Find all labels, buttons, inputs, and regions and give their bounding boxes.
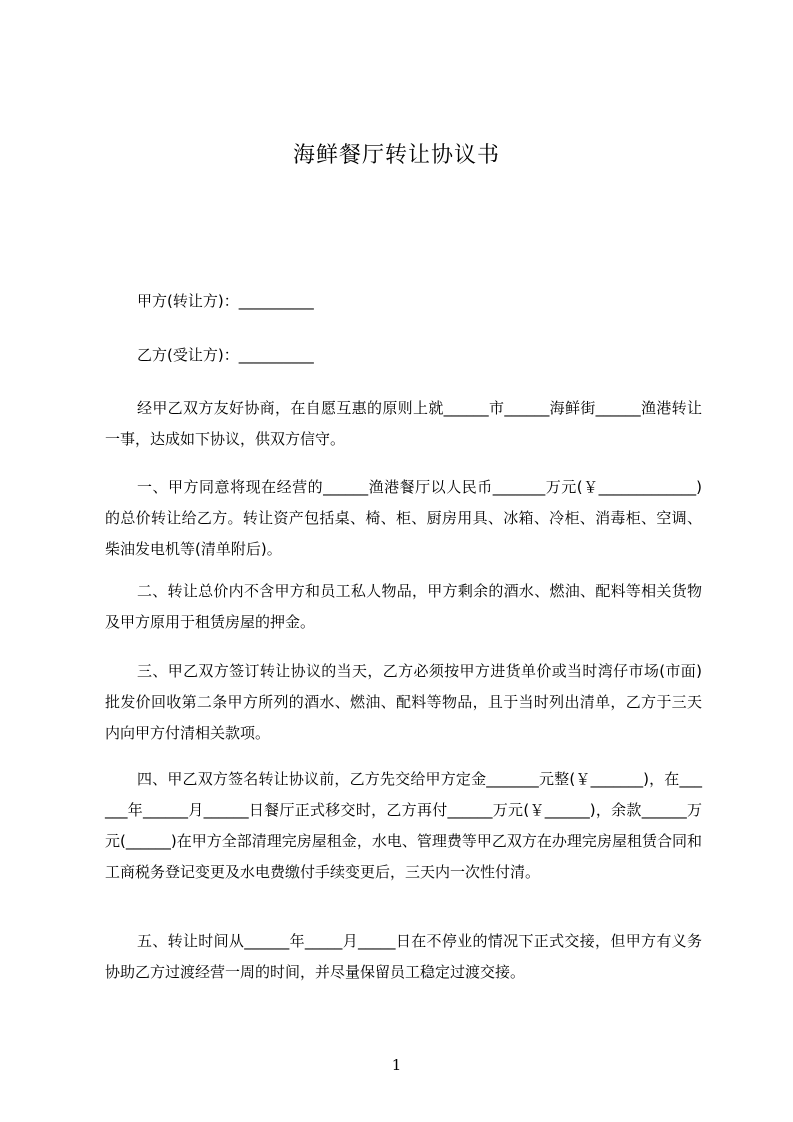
paragraph-clause-2: 二、转让总价内不含甲方和员工私人物品，甲方剩余的酒水、燃油、配料等相关货物及甲方原用于租赁房屋的押金。 [105,582,702,631]
paragraph-clause-3: 三、甲乙双方签订转让协议的当天，乙方必须按甲方进货单价或当时湾仔市场(市面)批发价回收第二条甲方所列的酒水、燃油、配料等物品，且于当时列出清单，乙方于三天内向甲方付清相关款项。 [105,662,702,742]
party-a-line: 甲方(转让方)：__________ [137,292,314,310]
paragraph-clause-1: 一、甲方同意将现在经营的______渔港餐厅以人民币_______万元(￥_____________)的总价转让给乙方。转让资产包括桌、椅、柜、厨房用具、冰箱、冷柜、消毒柜、空调、柴油发电机等(清单附后)。 [105,478,702,558]
paragraph-clause-5: 五、转让时间从______年_____月_____日在不停业的情况下正式交接，但甲方有义务协助乙方过渡经营一周的时间，并尽量保留员工稳定过渡交接。 [105,932,702,981]
paragraph-intro: 经甲乙双方友好协商，在自愿互惠的原则上就______市______海鲜街______渔港转让一事，达成如下协议，供双方信守。 [105,399,702,448]
paragraph-clause-4: 四、甲乙双方签名转让协议前，乙方先交给甲方定金_______元整(￥_______)，在______年______月______日餐厅正式移交时，乙方再付______万元(￥______)，余款______万元(______)在甲方全部清理完房屋租金，水电、管理费等甲乙双方在办理完房屋租赁合同和工商税务登记变更及水电费缴付手续变更后，三天内一次性付清。 [105,770,702,881]
page-number: 1 [391,1056,402,1074]
document-title: 海鲜餐厅转让协议书 [292,143,500,168]
party-b-line: 乙方(受让方)：__________ [137,346,314,364]
